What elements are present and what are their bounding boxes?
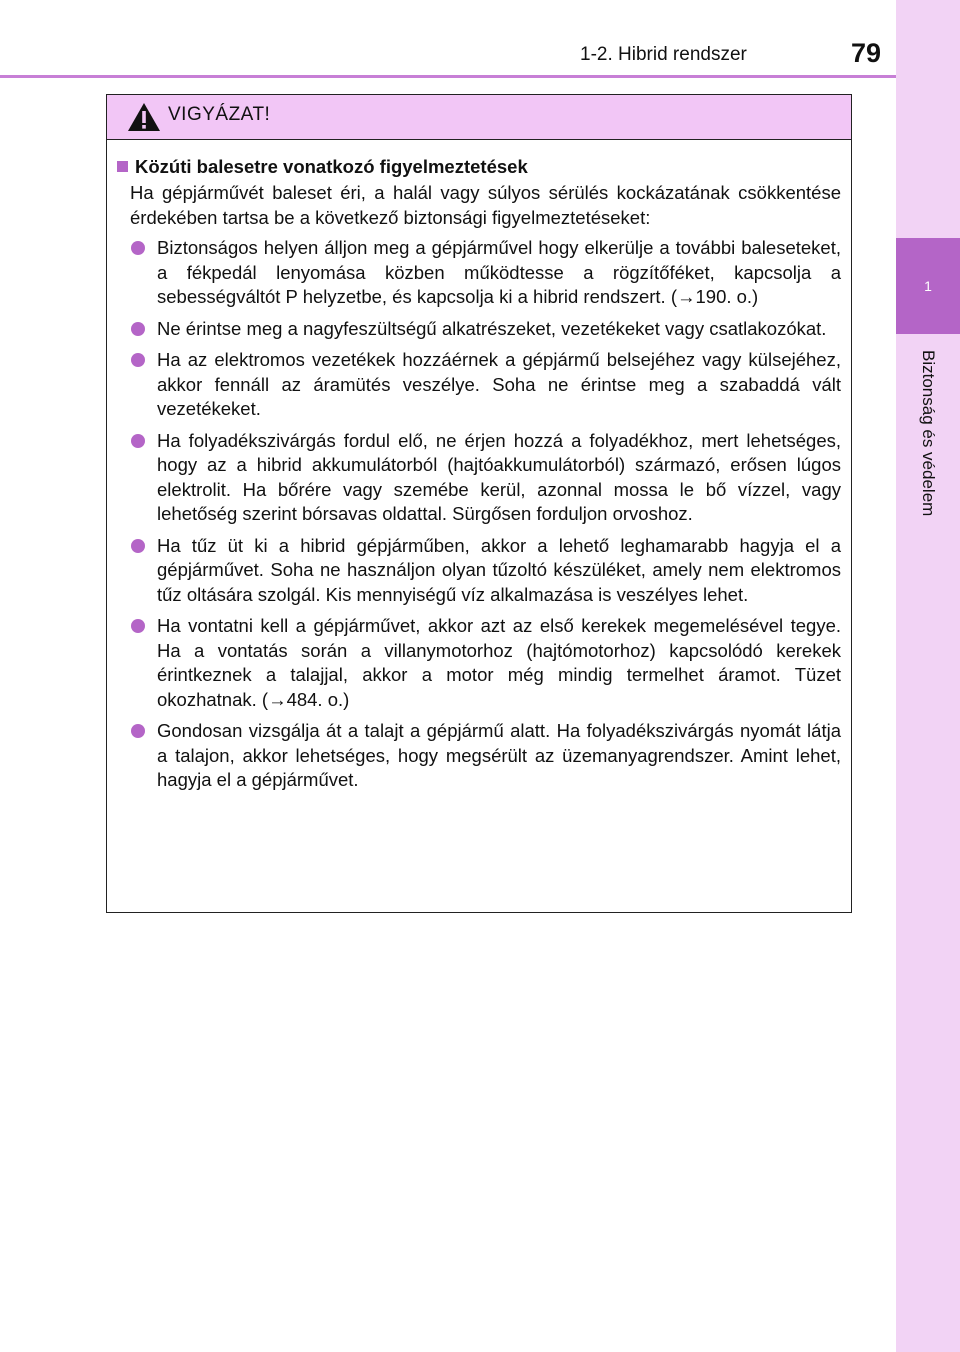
section-heading-text: Közúti balesetre vonatkozó figyelmeztetések xyxy=(135,156,528,177)
chapter-title: Biztonság és védelem xyxy=(919,350,938,517)
section-title: 1-2. Hibrid rendszer xyxy=(580,44,747,65)
bullet-dot-icon xyxy=(131,539,145,553)
side-tab xyxy=(896,0,960,1352)
bullet-dot-icon xyxy=(131,724,145,738)
caution-title: VIGYÁZAT! xyxy=(168,104,271,125)
list-item xyxy=(117,429,841,527)
section-heading xyxy=(117,153,841,180)
list-item xyxy=(117,719,841,793)
list-item-text: Ha tűz üt ki a hibrid gépjárműben, akkor a lehető leghamarabb hagyja el a gépjárművet. Soha ne használjon olyan tűzoltó készüléket, amely nem elektromos tűz oltására szolgál. Kis mennyiségű víz alkalmazása is veszélyes lehet. xyxy=(157,534,841,605)
bullet-dot-icon xyxy=(131,619,145,633)
list-item xyxy=(117,236,841,310)
list-item-text: Ha vontatni kell a gépjárművet, akkor azt az első kerekek megemelésével tegye. Ha a vontatás során a villanymotorhoz (hajtómotorhoz) kapcsolódó kerekek érintkeznek a talajjal, akkor a motor még mindig termelhet áramot. Tüzet okozhatnak. (→484. o.) xyxy=(157,615,841,710)
caution-content xyxy=(107,140,851,793)
square-bullet-icon xyxy=(117,161,128,172)
warning-list xyxy=(117,236,841,793)
list-item-text: Biztonságos helyen álljon meg a gépjárművel hogy elkerülje a további baleseteket, a fékpedál lenyomása közben működtesse a rögzítőféket, kapcsolja a sebességváltót P helyzetbe, és kapcsolja ki a hibrid rendszert. (→190. o.) xyxy=(157,237,841,307)
warning-triangle-icon xyxy=(127,102,161,132)
list-item-text: Ha folyadékszivárgás fordul elő, ne érjen hozzá a folyadékhoz, mert lehetséges, hogy az a hibrid akkumulátorból (hajtóakkumulátorból) származó, erősen lúgos elektrolit. Ha bőrére vagy szemébe kerül, azonnal mossa le bő vízzel, vagy lehetőség szerint bórsavas oldattal. Sürgősen forduljon orvoshoz. xyxy=(157,429,841,524)
list-item xyxy=(117,317,841,342)
list-item xyxy=(117,534,841,608)
intro-paragraph: Ha gépjárművét baleset éri, a halál vagy súlyos sérülés kockázatának csökkentése érdekében tartsa be a következő biztonsági figyelmeztetéseket: xyxy=(130,182,841,228)
list-item-text: Ne érintse meg a nagyfeszültségű alkatrészeket, vezetékeket vagy csatlakozókat. xyxy=(157,317,827,339)
bullet-dot-icon xyxy=(131,434,145,448)
bullet-dot-icon xyxy=(131,322,145,336)
caution-box xyxy=(106,94,852,913)
list-item xyxy=(117,614,841,712)
chapter-number: 1 xyxy=(896,238,960,334)
bullet-dot-icon xyxy=(131,353,145,367)
header-rule xyxy=(0,75,896,78)
page-number: 79 xyxy=(851,38,882,68)
list-item-text: Gondosan vizsgálja át a talajt a gépjármű alatt. Ha folyadékszivárgás nyomát látja a talajon, akkor lehetséges, hogy megsérült az üzemanyagrendszer. Amint lehet, hagyja el a gépjárművet. xyxy=(157,720,841,790)
list-item xyxy=(117,348,841,422)
list-item-text: Ha az elektromos vezetékek hozzáérnek a gépjármű belsejéhez vagy külsejéhez, akkor fennáll az áramütés veszélye. Soha ne érintse meg a szabaddá vált vezetékeket. xyxy=(157,349,841,419)
caution-header xyxy=(107,95,851,140)
bullet-dot-icon xyxy=(131,241,145,255)
